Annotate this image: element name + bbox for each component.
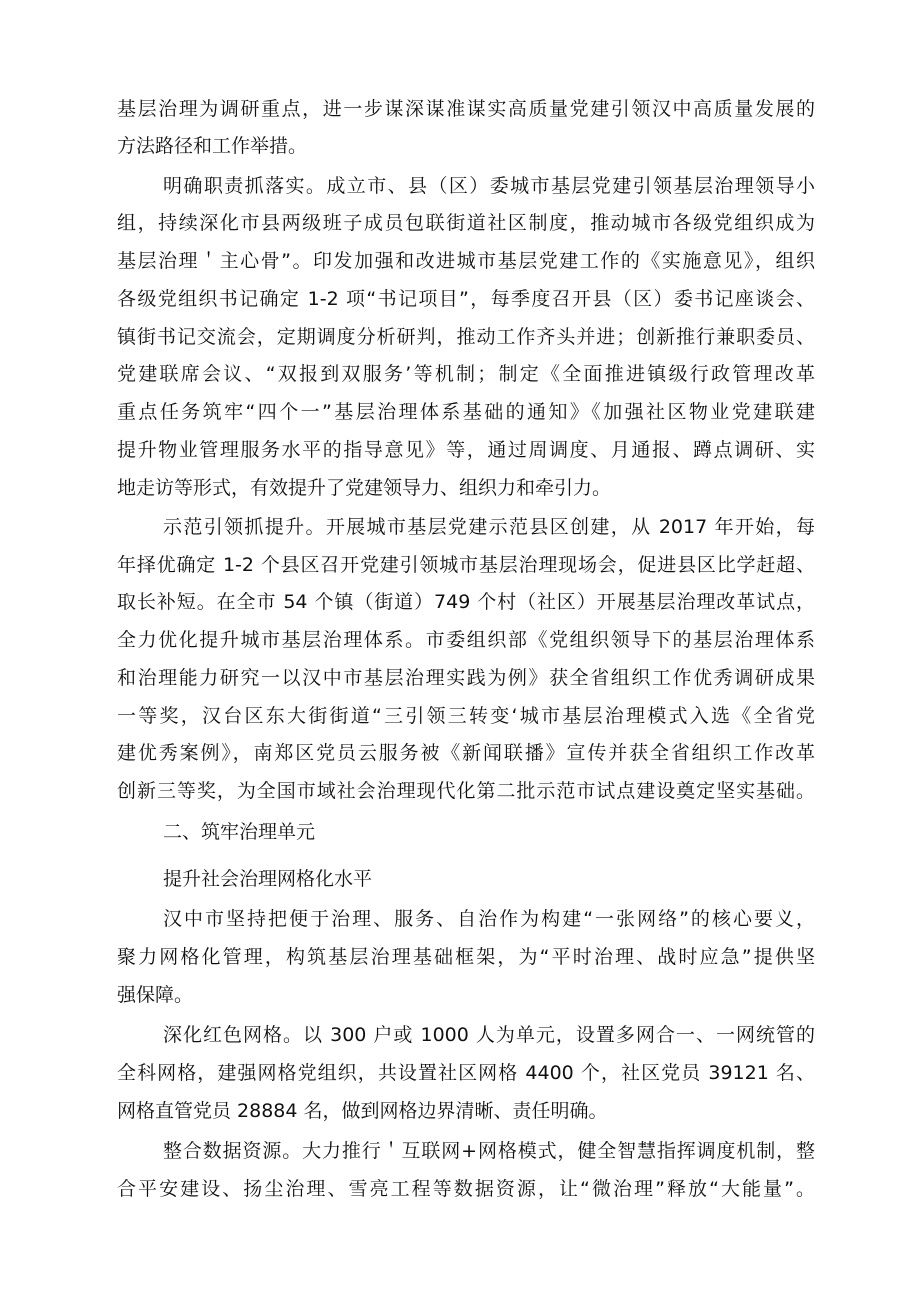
paragraph-line: 提升物业管理服务水平的指导意见》等，通过周调度、月通报、蹲点调研、实 <box>117 439 815 461</box>
paragraph-line: 地走访等形式，有效提升了党建领导力、组织力和牵引力。 <box>117 477 612 499</box>
paragraph-line: 重点任务筑牢“四个一”基层治理体系基础的通知》《加强社区物业党建联建 <box>117 401 815 423</box>
paragraph-line: 全力优化提升城市基层治理体系。市委组织部《党组织领导下的基层治理体系 <box>117 629 815 651</box>
paragraph-line: 深化红色网格。以 300 户或 1000 人为单元，设置多网合一、一网统管的 <box>163 1024 815 1046</box>
paragraph-line: 组，持续深化市县两级班子成员包联街道社区制度，推动城市各级党组织成为 <box>117 212 815 234</box>
paragraph-line: 强保障。 <box>117 984 194 1006</box>
paragraph-line: 各级党组织书记确定 1-2 项“书记项目”，每季度召开县（区）委书记座谈会、 <box>117 288 815 310</box>
paragraph-line: 年择优确定 1-2 个县区召开党建引领城市基层治理现场会，促进县区比学赶超、 <box>117 554 815 576</box>
paragraph-line: 全科网格，建强网格党组织，共设置社区网格 4400 个，社区党员 39121 名、 <box>117 1062 815 1084</box>
paragraph-line: 基层治理为调研重点，进一步谋深谋准谋实高质量党建引领汉中高质量发展的 <box>117 98 815 120</box>
paragraph-line: 网格直管党员 28884 名，做到网格边界清晰、责任明确。 <box>117 1100 608 1122</box>
paragraph-line: 聚力网格化管理，构筑基层治理基础框架，为“平时治理、战时应急”提供坚 <box>117 946 815 968</box>
paragraph-line: 创新三等奖，为全国市域社会治理现代化第二批示范市试点建设奠定坚实基础。 <box>117 780 815 802</box>
paragraph-line: 示范引领抓提升。开展城市基层党建示范县区创建，从 2017 年开始，每 <box>163 516 815 538</box>
paragraph-line: 方法路径和工作举措。 <box>117 135 308 157</box>
paragraph-line: 汉中市坚持把便于治理、服务、自治作为构建“一张网络”的核心要义， <box>163 908 815 930</box>
paragraph-line: 党建联席会议、“双报到双服务’等机制；制定《全面推进镇级行政管理改革 <box>117 363 815 385</box>
paragraph-line: 合平安建设、扬尘治理、雪亮工程等数据资源，让“微治理”释放“大能量”。 <box>117 1178 815 1200</box>
paragraph-line: 镇街书记交流会，定期调度分析研判，推动工作齐头并进；创新推行兼职委员、 <box>117 326 815 348</box>
paragraph-line: 取长补短。在全市 54 个镇（街道）749 个村（社区）开展基层治理改革试点， <box>117 591 815 613</box>
subsection-heading: 提升社会治理网格化水平 <box>163 868 373 890</box>
section-heading: 二、筑牢治理单元 <box>163 821 316 843</box>
paragraph-line: 明确职责抓落实。成立市、县（区）委城市基层党建引领基层治理领导小 <box>163 175 815 197</box>
paragraph-line: 整合数据资源。大力推行＇互联网+网格模式，健全智慧指挥调度机制，整 <box>163 1140 815 1162</box>
paragraph-line: 和治理能力研究一以汉中市基层治理实践为例》获全省组织工作优秀调研成果 <box>117 667 815 689</box>
paragraph-line: 建优秀案例》，南郑区党员云服务被《新闻联播》宣传并获全省组织工作改革 <box>117 742 815 764</box>
paragraph-line: 一等奖，汉台区东大街街道“三引领三转变‘城市基层治理模式入选《全省党 <box>117 705 815 727</box>
paragraph-line: 基层治理＇主心骨”。印发加强和改进城市基层党建工作的《实施意见》，组织 <box>117 250 815 272</box>
